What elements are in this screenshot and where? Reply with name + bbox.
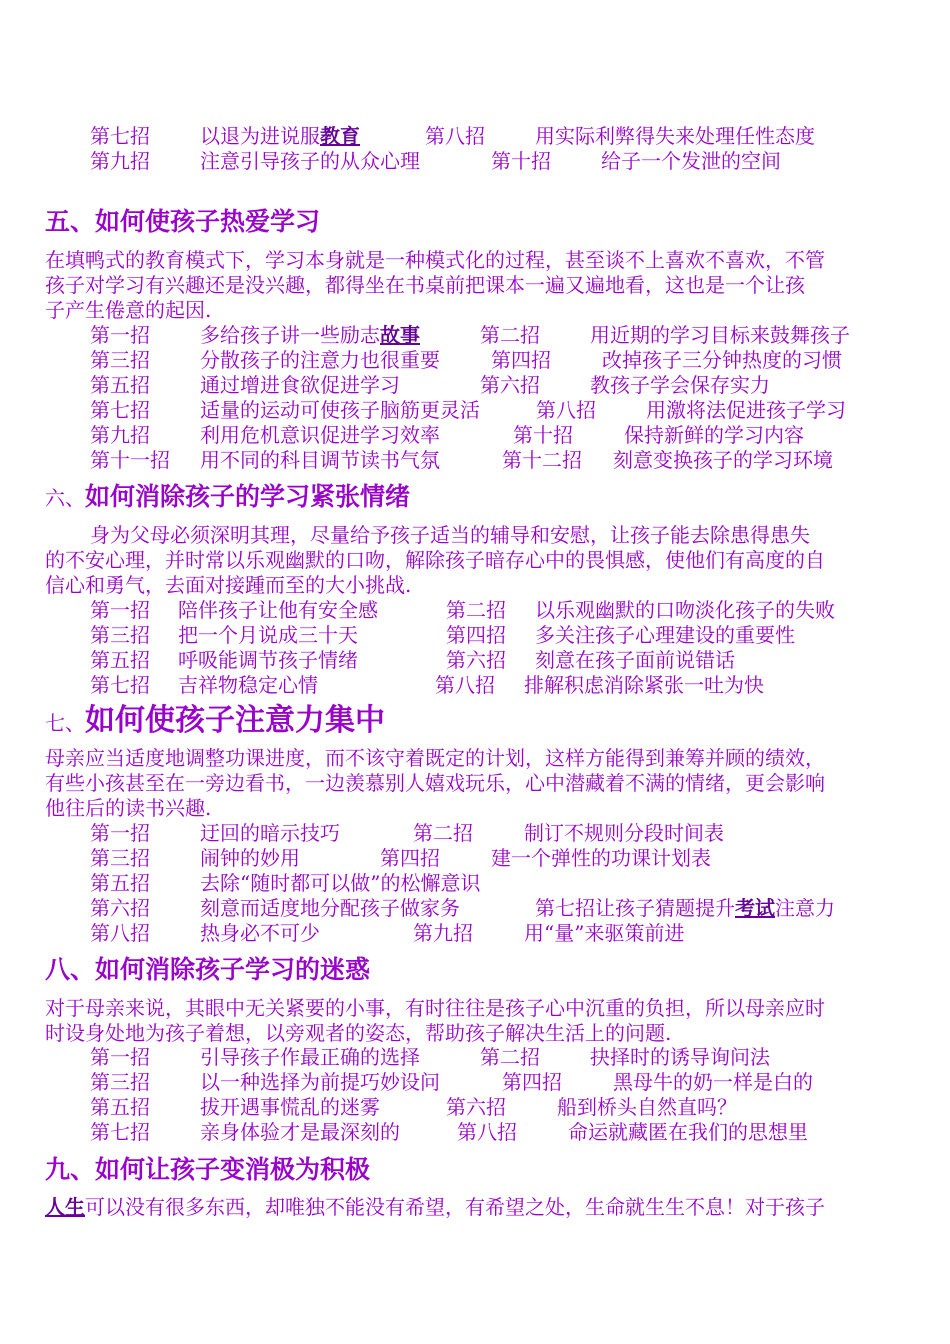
paragraph-line: 他往后的读书兴趣.	[45, 796, 212, 820]
link-education[interactable]: 教育	[320, 124, 360, 148]
tip-label: 第四招	[502, 1070, 562, 1094]
paragraph-line: 母亲应当适度地调整功课进度，而不该守着既定的计划，这样方能得到兼筹并顾的绩效，	[45, 746, 825, 770]
tip-label: 第十招	[513, 423, 573, 447]
tip-label: 第十一招	[90, 448, 170, 472]
tip-text: 呼吸能调节孩子情绪	[178, 648, 358, 672]
section-heading: 九、如何让孩子变消极为积极	[45, 1155, 371, 1184]
tip-label: 第九招	[90, 423, 150, 447]
tip-text: 以一种选择为前提巧妙设问	[200, 1070, 440, 1094]
tip-text: 多给孩子讲一些励志故事	[200, 323, 420, 347]
tip-text: 吉祥物稳定心情	[178, 673, 318, 697]
tip-label: 第五招	[90, 648, 150, 672]
tip-label: 第七招	[90, 398, 150, 422]
tip-label: 第十二招	[502, 448, 582, 472]
section-heading: 八、如何消除孩子学习的迷惑	[45, 955, 371, 984]
section-heading: 六、如何消除孩子的学习紧张情绪	[45, 482, 411, 511]
tip-label: 第七招	[90, 1120, 150, 1144]
tip-label: 第六招	[480, 373, 540, 397]
link-exam[interactable]: 考试	[735, 896, 775, 920]
tip-text: 教孩子学会保存实力	[590, 373, 770, 397]
tip-label: 第四招	[380, 846, 440, 870]
paragraph-line: 时设身处地为孩子着想，以旁观者的姿态，帮助孩子解决生活上的问题.	[45, 1021, 672, 1045]
tip-text: 去除“随时都可以做”的松懈意识	[200, 871, 481, 895]
tip-label: 第三招	[90, 846, 150, 870]
tip-text: 利用危机意识促进学习效率	[200, 423, 440, 447]
tip-label: 第八招	[90, 921, 150, 945]
paragraph-line: 对于母亲来说，其眼中无关紧要的小事，有时往往是孩子心中沉重的负担，所以母亲应时	[45, 996, 825, 1020]
section-heading: 五、如何使孩子热爱学习	[45, 207, 321, 236]
paragraph-line: 人生可以没有很多东西，却唯独不能没有希望，有希望之处，生命就生生不息！对于孩子	[45, 1195, 825, 1219]
tip-text: 用实际利弊得失来处理任性态度	[535, 124, 815, 148]
tip-label: 第二招	[446, 598, 506, 622]
tip-label: 第一招	[90, 598, 150, 622]
tip-label: 第五招	[90, 1095, 150, 1119]
tip-label: 第九招	[413, 921, 473, 945]
tip-text: 陪伴孩子让他有安全感	[178, 598, 378, 622]
tip-text: 建一个弹性的功课计划表	[491, 846, 711, 870]
tip-text: 适量的运动可使孩子脑筋更灵活	[200, 398, 480, 422]
tip-label: 第一招	[90, 821, 150, 845]
tip-label: 第一招	[90, 1045, 150, 1069]
paragraph-line: 孩子对学习有兴趣还是没兴趣，都得坐在书桌前把课本一遍又遍地看，这也是一个让孩	[45, 273, 805, 297]
tip-text: 制订不规则分段时间表	[524, 821, 724, 845]
tip-label: 第六招	[446, 1095, 506, 1119]
tip-label: 第十招	[491, 149, 551, 173]
tip-text: 迂回的暗示技巧	[200, 821, 340, 845]
tip-label: 第三招	[90, 623, 150, 647]
tip-label: 第一招	[90, 323, 150, 347]
link-story[interactable]: 故事	[380, 323, 420, 347]
paragraph-line: 信心和勇气，去面对接踵而至的大小挑战.	[45, 573, 412, 597]
tip-text: 排解积虑消除紧张一吐为快	[524, 673, 764, 697]
tip-text: 注意引导孩子的从众心理	[200, 149, 420, 173]
paragraph-line: 在填鸭式的教育模式下，学习本身就是一种模式化的过程，甚至谈不上喜欢不喜欢，不管	[45, 248, 825, 272]
tip-text: 以乐观幽默的口吻淡化孩子的失败	[535, 598, 835, 622]
paragraph-line: 身为父母必须深明其理，尽量给予孩子适当的辅导和安慰，让孩子能去除患得患失	[90, 523, 810, 547]
tip-label: 第二招	[480, 323, 540, 347]
tip-text: 刻意而适度地分配孩子做家务	[200, 896, 460, 920]
tip-text: 刻意在孩子面前说错话	[535, 648, 735, 672]
tip-text: 抉择时的诱导询问法	[590, 1045, 770, 1069]
tip-text: 给子一个发泄的空间	[601, 149, 781, 173]
tip-label: 第二招	[413, 821, 473, 845]
tip-label: 第八招	[435, 673, 495, 697]
tip-text: 分散孩子的注意力也很重要	[200, 348, 440, 372]
tip-text: 把一个月说成三十天	[178, 623, 358, 647]
tip-text: 引导孩子作最正确的选择	[200, 1045, 420, 1069]
section-heading: 七、如何使孩子注意力集中	[45, 703, 385, 738]
tip-text: 拔开遇事慌乱的迷雾	[200, 1095, 380, 1119]
tip-label: 第四招	[491, 348, 551, 372]
tip-label: 第五招	[90, 373, 150, 397]
paragraph-line: 有些小孩甚至在一旁边看书，一边羡慕别人嬉戏玩乐，心中潜藏着不满的情绪，更会影响	[45, 771, 825, 795]
tip-label: 第四招	[446, 623, 506, 647]
tip-label: 第七招	[90, 124, 150, 148]
tip-label: 第三招	[90, 1070, 150, 1094]
tip-label: 第八招	[457, 1120, 517, 1144]
tip-text: 黑母牛的奶一样是白的	[613, 1070, 813, 1094]
tip-text: 通过增进食欲促进学习	[200, 373, 400, 397]
tip-text: 以退为进说服教育	[200, 124, 360, 148]
paragraph-line: 子产生倦意的起因.	[45, 298, 212, 322]
link-life[interactable]: 人生	[45, 1195, 85, 1219]
tip-text: 改掉孩子三分钟热度的习惯	[602, 348, 842, 372]
tip-text: 船到桥头自然直吗？	[557, 1095, 737, 1119]
tip-text: 用不同的科目调节读书气氛	[200, 448, 440, 472]
tip-text: 用激将法促进孩子学习	[646, 398, 846, 422]
tip-label: 第五招	[90, 871, 150, 895]
tip-label: 第六招	[90, 896, 150, 920]
tip-label: 第七招	[90, 673, 150, 697]
tip-text: 保持新鲜的学习内容	[624, 423, 804, 447]
tip-label: 第八招	[536, 398, 596, 422]
tip-text: 多关注孩子心理建设的重要性	[535, 623, 795, 647]
tip-label: 第九招	[90, 149, 150, 173]
tip-text: 用“量”来驱策前进	[524, 921, 685, 945]
tip-text: 刻意变换孩子的学习环境	[613, 448, 833, 472]
tip-text: 命运就藏匿在我们的思想里	[568, 1120, 808, 1144]
tip-label: 第二招	[480, 1045, 540, 1069]
tip-text: 闹钟的妙用	[200, 846, 300, 870]
tip-text: 亲身体验才是最深刻的	[200, 1120, 400, 1144]
paragraph-line: 的不安心理，并时常以乐观幽默的口吻，解除孩子暗存心中的畏惧感，使他们有高度的自	[45, 548, 825, 572]
tip-label: 第八招	[425, 124, 485, 148]
tip-text: 用近期的学习目标来鼓舞孩子	[590, 323, 850, 347]
tip-text: 热身必不可少	[200, 921, 320, 945]
tip-text: 第七招让孩子猜题提升考试注意力	[535, 896, 835, 920]
tip-label: 第三招	[90, 348, 150, 372]
tip-label: 第六招	[446, 648, 506, 672]
